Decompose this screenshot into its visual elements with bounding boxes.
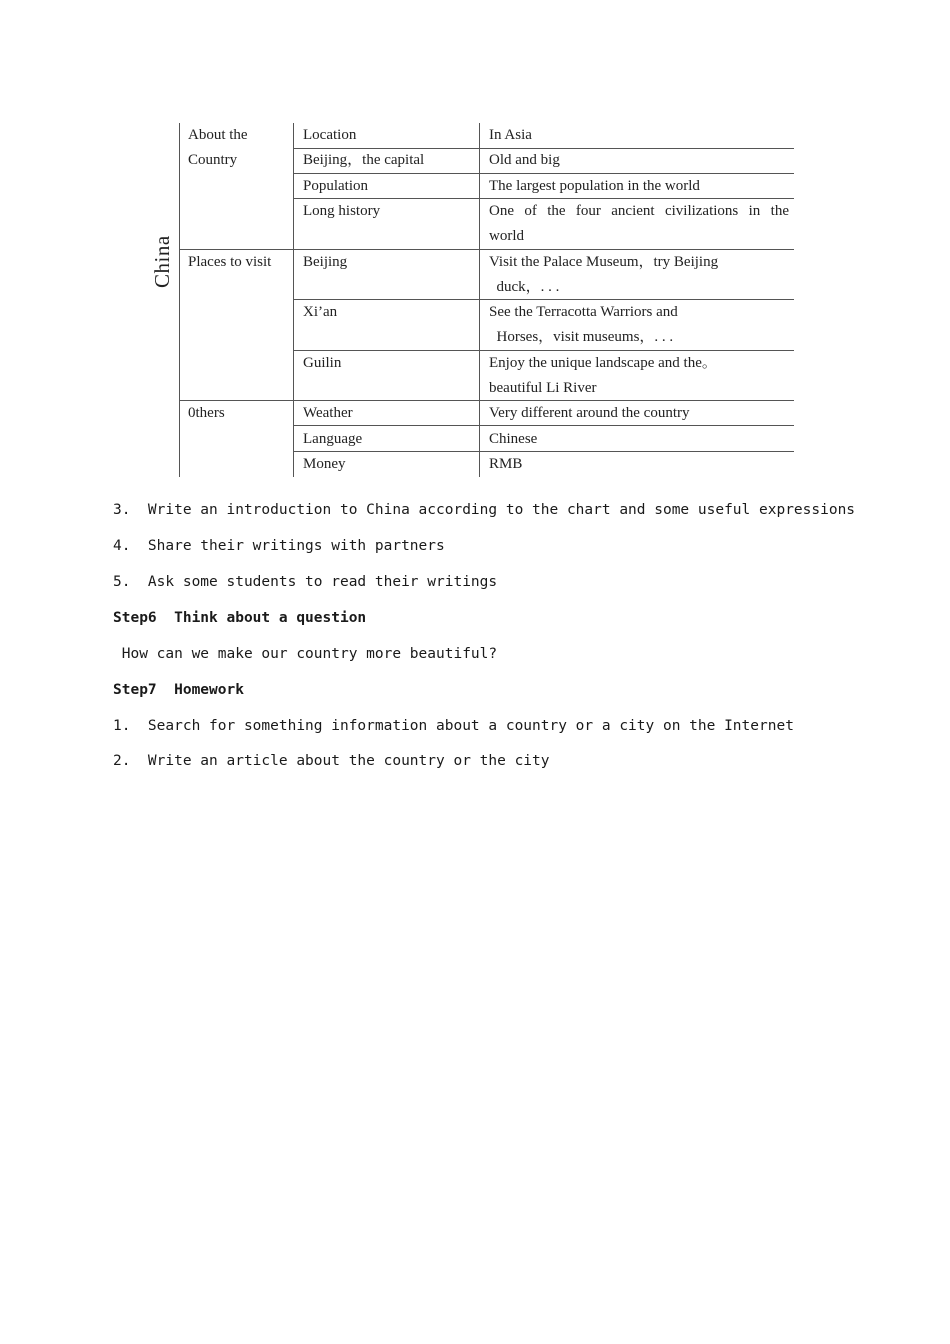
homework-line: 2. Write an article about the country or the city (113, 753, 550, 769)
group-label-line: Country (188, 152, 238, 168)
item-cell: Location (303, 127, 357, 143)
divider (479, 123, 480, 477)
divider (293, 123, 294, 477)
item-cell: Long history (303, 203, 381, 219)
item-cell: Money (303, 456, 346, 472)
homework-line: 1. Search for something information about a country or a city on the Internet (113, 718, 794, 734)
detail-line: duck，. . . (489, 279, 560, 295)
item-cell: Weather (303, 405, 353, 421)
item-cell: Beijing，the capital (303, 152, 425, 168)
group-label-line: About the (188, 127, 248, 143)
question-line: How can we make our country more beautiful? (113, 646, 498, 662)
detail-line: One of the four ancient civilizations in the (489, 203, 789, 219)
item-cell: Guilin (303, 355, 342, 371)
group-label (188, 123, 248, 173)
detail-line: Visit the Palace Museum，try Beijing (489, 254, 719, 270)
item-cell: Population (303, 178, 369, 194)
step-heading: Step7 Homework (113, 682, 244, 698)
instruction-line: 3. Write an introduction to China according to the chart and some useful expressions (113, 502, 856, 518)
detail-cell: In Asia (489, 127, 532, 143)
detail-line: Enjoy the unique landscape and the。 (489, 355, 717, 371)
instruction-line: 5. Ask some students to read their writings (113, 574, 498, 590)
detail-cell: The largest population in the world (489, 178, 700, 194)
detail-line: See the Terracotta Warriors and (489, 304, 678, 320)
detail-cell: RMB (489, 456, 523, 472)
group-label: Places to visit (188, 254, 272, 270)
divider (179, 123, 180, 477)
detail-cell: Chinese (489, 431, 538, 447)
item-cell: Language (303, 431, 363, 447)
group-label: 0thers (188, 405, 225, 421)
divider (293, 451, 794, 452)
chart-subject-label: China (150, 235, 174, 288)
detail-cell (489, 250, 718, 300)
detail-line: world (489, 228, 524, 244)
detail-cell: Very different around the country (489, 405, 690, 421)
item-cell: Xi’an (303, 304, 338, 320)
item-cell: Beijing (303, 254, 348, 270)
detail-cell (489, 300, 678, 350)
instruction-line: 4. Share their writings with partners (113, 538, 445, 554)
detail-line: beautiful Li River (489, 380, 597, 396)
china-chart (146, 123, 794, 477)
detail-cell: Old and big (489, 152, 560, 168)
detail-line: Horses，visit museums，. . . (489, 329, 674, 345)
step-heading: Step6 Think about a question (113, 610, 367, 626)
detail-cell (489, 199, 789, 249)
detail-cell (489, 351, 717, 401)
